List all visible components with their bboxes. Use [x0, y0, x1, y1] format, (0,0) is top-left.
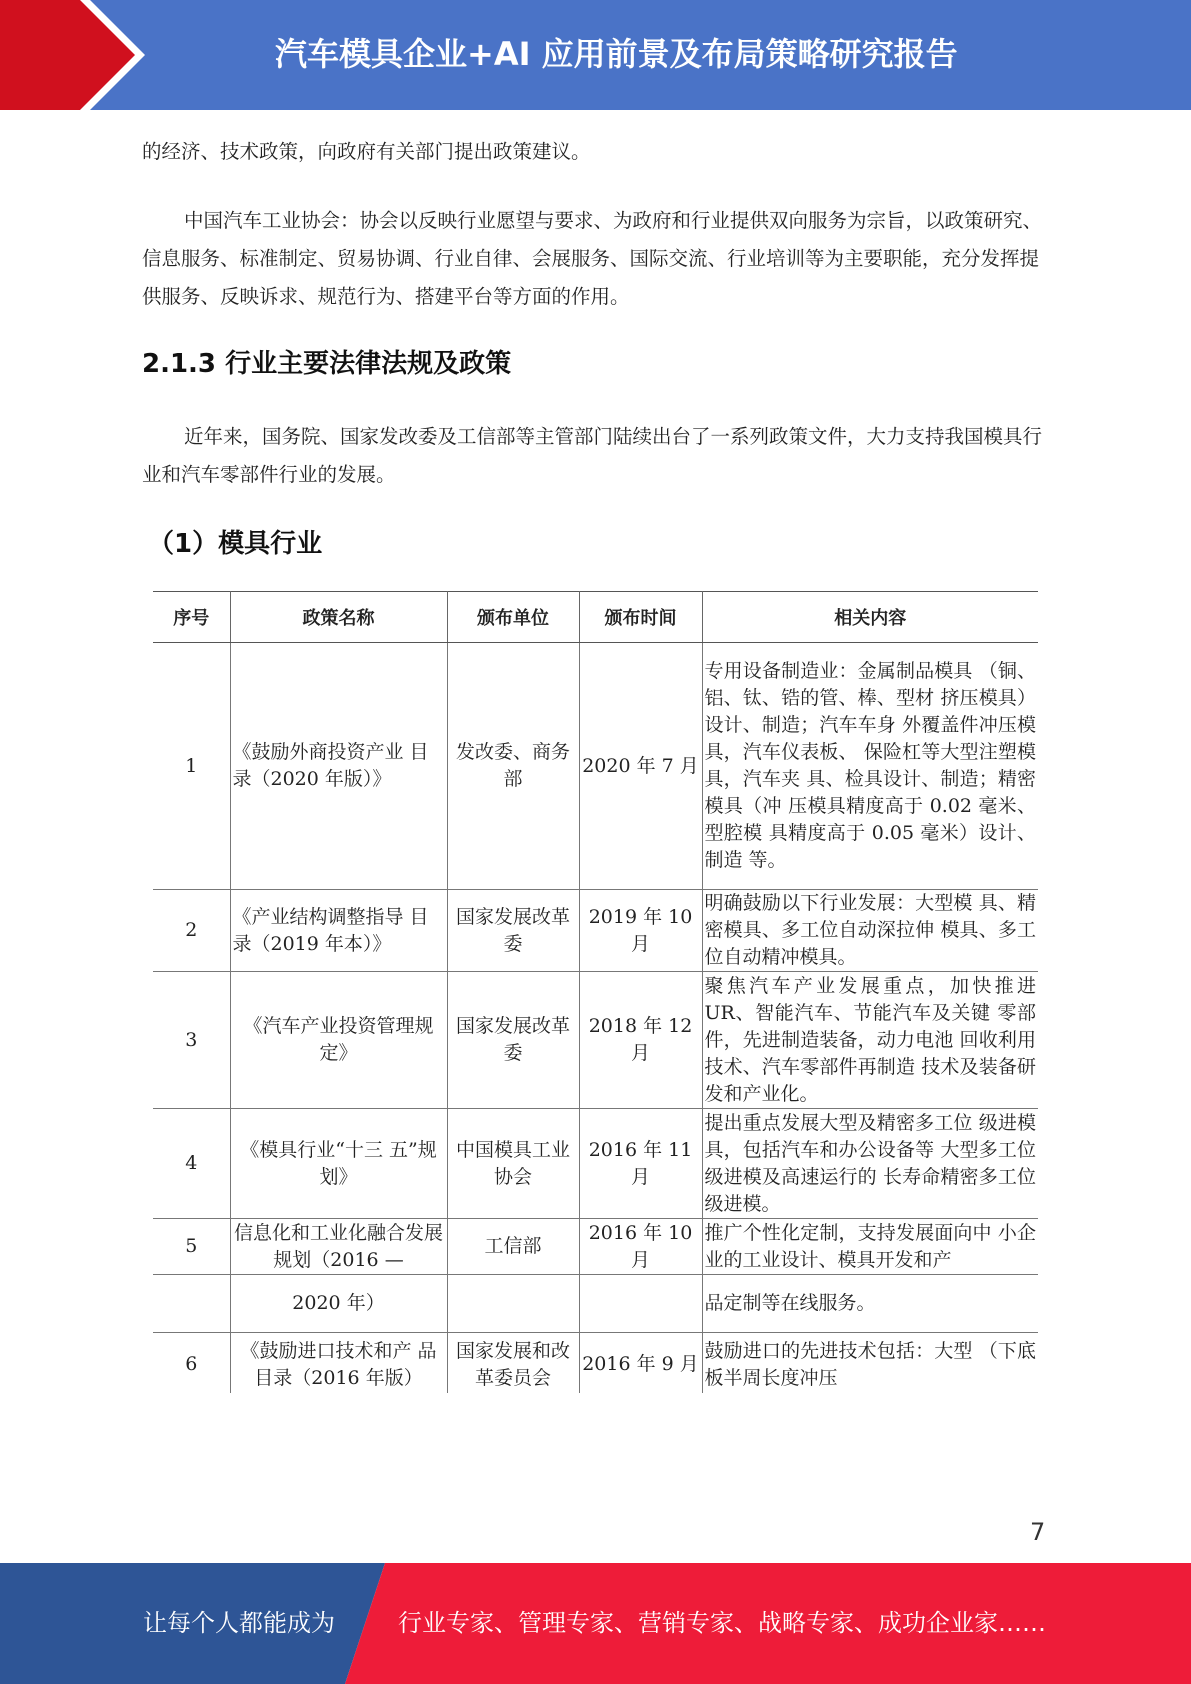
cell-name: 2020 年）: [230, 1275, 447, 1333]
cell-content: 品定制等在线服务。: [702, 1275, 1038, 1333]
subsection-heading: （1）模具行业: [148, 529, 323, 559]
cell-unit: 国家发展改革委: [447, 972, 579, 1109]
table-row: [153, 1333, 1038, 1394]
cell-date: 2020 年 7 月: [579, 643, 702, 890]
cell-unit: 中国模具工业协会: [447, 1109, 579, 1219]
cell-content: 提出重点发展大型及精密多工位 级进模具，包括汽车和办公设备等 大型多工位级进模及高速运行的 长寿命精密多工位级进模。: [702, 1109, 1038, 1219]
cell-unit: 国家发展改革委: [447, 890, 579, 972]
cell-no: [153, 1275, 230, 1333]
cell-date: 2016 年 11 月: [579, 1109, 702, 1219]
cell-date: 2018 年 12 月: [579, 972, 702, 1109]
table-row: [153, 1219, 1038, 1275]
cell-content: 推广个性化定制，支持发展面向中 小企业的工业设计、模具开发和产: [702, 1219, 1038, 1275]
table-row: [153, 972, 1038, 1109]
page-footer: [0, 1563, 1191, 1684]
cell-no: 4: [153, 1109, 230, 1219]
cell-name: 《汽车产业投资管理规定》: [230, 972, 447, 1109]
paragraph-intro: 近年来，国务院、国家发改委及工信部等主管部门陆续出台了一系列政策文件，大力支持我国模具行业和汽车零部件行业的发展。: [142, 425, 1043, 486]
header-no: 序号: [153, 592, 230, 643]
cell-name: 《模具行业“十三 五”规划》: [230, 1109, 447, 1219]
footer-slogan-left: 让每个人都能成为: [143, 1609, 335, 1637]
table-row: [153, 890, 1038, 972]
cell-date: 2016 年 10 月: [579, 1219, 702, 1275]
cell-unit: [447, 1275, 579, 1333]
cell-name: 信息化和工业化融合发展规划（2016 —: [230, 1219, 447, 1275]
cell-name: 《产业结构调整指导 目录（2019 年本）》: [230, 890, 447, 972]
table-row: [153, 1109, 1038, 1219]
cell-date: [579, 1275, 702, 1333]
cell-unit: 工信部: [447, 1219, 579, 1275]
page-header: [0, 0, 1191, 110]
section-heading: 2.1.3 行业主要法律法规及政策: [142, 349, 512, 379]
cell-date: 2019 年 10 月: [579, 890, 702, 972]
header-unit: 颁布单位: [447, 592, 579, 643]
page-number: 7: [1030, 1518, 1046, 1546]
header-title: 汽车模具企业+AI 应用前景及布局策略研究报告: [275, 35, 958, 73]
policy-table-container: [153, 591, 1038, 1393]
cell-no: 2: [153, 890, 230, 972]
header-date: 颁布时间: [579, 592, 702, 643]
cell-content: 聚焦汽车产业发展重点，加快推进 UR、智能汽车、节能汽车及关键 零部件，先进制造装备，动力电池 回收利用技术、汽车零部件再制造 技术及装备研发和产业化。: [702, 972, 1038, 1109]
cell-date: 2016 年 9 月: [579, 1333, 702, 1394]
header-content: 相关内容: [702, 592, 1038, 643]
table-row: [153, 1275, 1038, 1333]
cell-content: 鼓励进口的先进技术包括：大型 （下底板半周长度冲压: [702, 1333, 1038, 1394]
cell-content: 专用设备制造业：金属制品模具 （铜、铝、钛、锆的管、棒、型材 挤压模具）设计、制造；汽车车身 外覆盖件冲压模具，汽车仪表板、 保险杠等大型注塑模具，汽车夹 具、检具设计、制造；精密模具（冲 压模具精度高于 0.02 毫米、型腔模 具精度高于 0.05 毫米）设计、制造 等。: [702, 643, 1038, 890]
cell-unit: 发改委、商务部: [447, 643, 579, 890]
cell-no: 3: [153, 972, 230, 1109]
cell-unit: 国家发展和改革委员会: [447, 1333, 579, 1394]
cell-no: 6: [153, 1333, 230, 1394]
cell-no: 5: [153, 1219, 230, 1275]
paragraph-association: 中国汽车工业协会：协会以反映行业愿望与要求、为政府和行业提供双向服务为宗旨，以政策研究、信息服务、标准制定、贸易协调、行业自律、会展服务、国际交流、行业培训等为主要职能，充分发挥提供服务、反映诉求、规范行为、搭建平台等方面的作用。: [142, 209, 1043, 308]
policy-table: [153, 591, 1038, 1393]
footer-slogan-right: 行业专家、管理专家、营销专家、战略专家、成功企业家……: [398, 1609, 1046, 1637]
header-name: 政策名称: [230, 592, 447, 643]
cell-name: 《鼓励进口技术和产 品目录（2016 年版）: [230, 1333, 447, 1394]
cell-content: 明确鼓励以下行业发展：大型模 具、精密模具、多工位自动深拉伸 模具、多工位自动精冲模具。: [702, 890, 1038, 972]
table-row: [153, 643, 1038, 890]
cell-no: 1: [153, 643, 230, 890]
paragraph-continued: 的经济、技术政策，向政府有关部门提出政策建议。: [142, 140, 591, 163]
table-header-row: [153, 592, 1038, 643]
cell-name: 《鼓励外商投资产业 目录（2020 年版）》: [230, 643, 447, 890]
